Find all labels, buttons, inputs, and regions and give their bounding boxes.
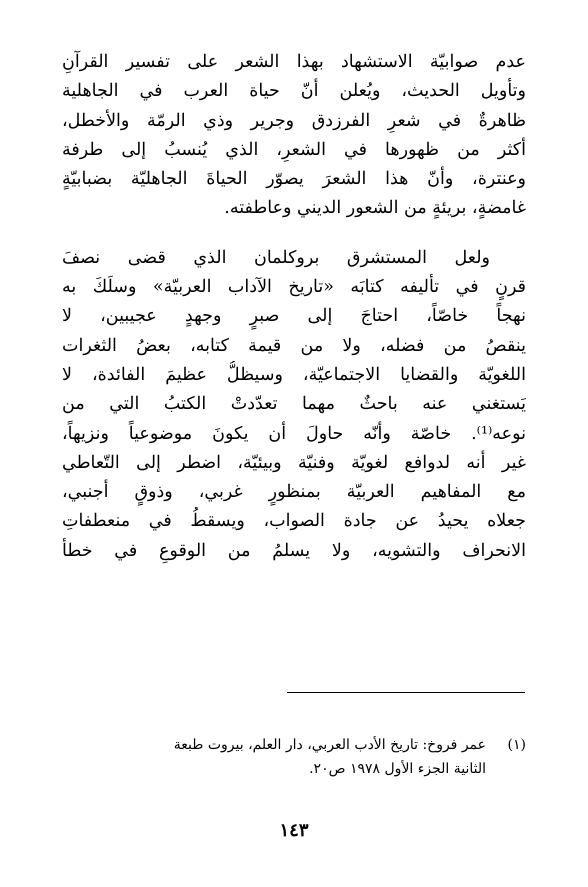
footnote-text: عمر فروخ: تاريخ الأدب العربي، دار العلم، بيروت طبعة bbox=[173, 737, 486, 753]
text-line: وتأويل الحديث، ويُعلن أنّ حياة العرب في الجاهلية bbox=[62, 81, 526, 102]
text-line: عدم صوابيّة الاستشهاد بهذا الشعر على تفسير القرآنِ bbox=[62, 52, 526, 72]
footnote bbox=[62, 733, 526, 781]
text-line: نوعه⁽¹⁾. خاصّة وأنّه حاولَ أن يكونَ موضوعياً ونزيهاً، bbox=[62, 423, 526, 444]
text-line: اللغويّة والقضايا الاجتماعيّة، وسيظلُّ عظيمَ الفائدة، لا bbox=[62, 364, 526, 385]
text-line: ينقصُ من فضله، ولا من قيمة كتابه، بعضُ الثغرات bbox=[62, 335, 526, 356]
paragraph-gap bbox=[62, 224, 526, 244]
page-number: ١٤٣ bbox=[279, 820, 309, 841]
text-line: نهجاً خاصّاً، احتاجَ إلى صبرٍ وجهدٍ عجيبين، لا bbox=[62, 306, 526, 327]
text-line: غامضةٍ، بريئةٍ من الشعور الديني وعاطفته. bbox=[224, 198, 526, 219]
text-line: ولعل المستشرق بروكلمان الذي قضى نصفَ bbox=[62, 247, 490, 268]
text-line: مع المفاهيم العربيّة بمنظورٍ غربي، وذوقٍ أجنبي، bbox=[62, 482, 526, 503]
footnote-marker: (١) bbox=[507, 737, 526, 753]
text-line: يَستغني عنه باحثٌ مهما تعدّدتْ الكتبُ التي من bbox=[62, 394, 526, 415]
footnote-separator bbox=[287, 692, 525, 693]
text-line: قرنٍ في تأليفه كتابَه «تاريخ الآداب العربيّة» وسلَكَ به bbox=[62, 277, 526, 298]
footnote-line: الثانية الجزء الأول ١٩٧٨ ص٢٠. bbox=[309, 761, 486, 777]
text-line: وعنترة، وأنّ هذا الشعرَ يصوّر الحياةَ الجاهليّة بضبابيّةٍ bbox=[62, 169, 526, 190]
footnote-line bbox=[62, 733, 526, 757]
text-line: جعلاه يحيدُ عن جادة الصواب، ويسقطُ في منعطفاتِ bbox=[62, 511, 526, 532]
text-line: الانحراف والتشويه، ولا يسلمُ من الوقوعِ في خطأ bbox=[62, 540, 526, 561]
main-text bbox=[62, 48, 526, 566]
text-line: ظاهرةٌ في شعرِ الفرزدق وجرير وذي الرمّة والأخطل، bbox=[62, 110, 526, 131]
text-line: غير أنه لدوافع لغويّة وفنيّة وبيئيّة، اضطر إلى التّعاطي bbox=[62, 452, 526, 473]
text-line: أكثر من ظهورها في الشعرِ، الذي يُنسبُ إلى طرفة bbox=[62, 139, 526, 160]
